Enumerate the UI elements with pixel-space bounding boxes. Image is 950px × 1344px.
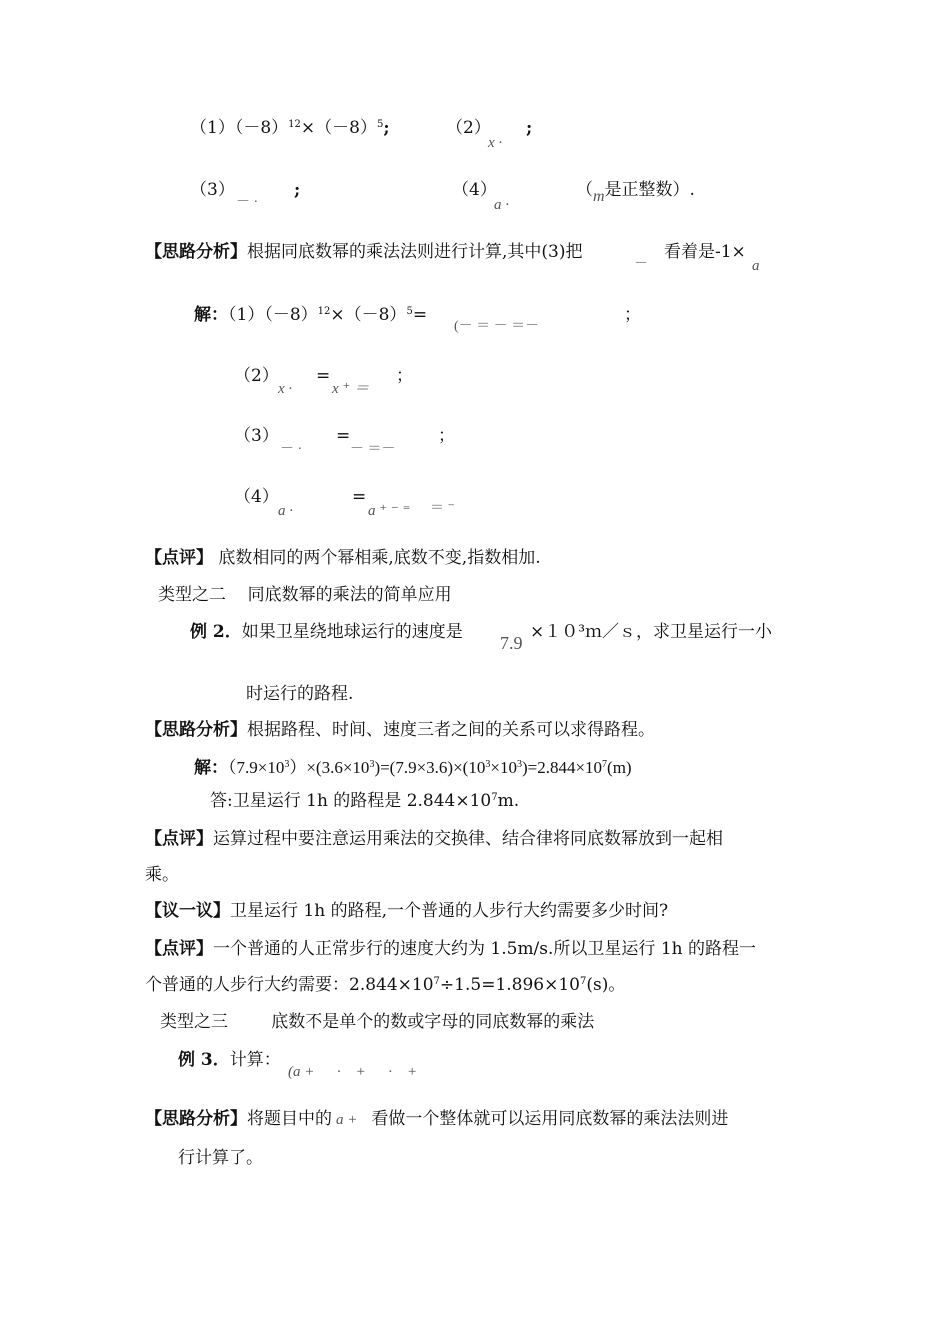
solution1-line3-eq: =	[336, 426, 351, 446]
ex3-line: 例 3．计算：	[178, 1050, 281, 1070]
solution1-line2-math-a: x ·	[278, 381, 293, 397]
comment2-line2: 乘。	[145, 865, 179, 885]
solution1-line2-end: ；	[396, 366, 413, 386]
ex3-math: (a + · + · +	[288, 1064, 418, 1080]
solution1-line4-label: （4）	[234, 487, 279, 507]
solution1-line4-math-c: ＝ ⁻	[430, 501, 455, 516]
analysis1-a: a	[752, 258, 760, 274]
solution1-line1-math: (－ ＝ － ＝－	[454, 319, 540, 334]
ex1-q3-label: （3）	[190, 180, 235, 200]
analysis2: 【思路分析】根据路程、时间、速度三者之间的关系可以求得路程。	[145, 720, 655, 740]
ex1-q3-math: － ·	[236, 195, 259, 210]
ex1-q4-label: （4）	[452, 180, 497, 200]
solution2-line1: 解：$(7.9\times 10^3)\times(3.6\times 10^3)=(7.9\times 3.6)\times(10^3\times 10^3)=2.844\times 10^7(m)$	[194, 758, 632, 777]
comment1: 【点评】 底数相同的两个幂相乘,底数不变,指数相加.	[145, 548, 541, 568]
ex1-q2-math: x ·	[488, 135, 503, 151]
solution1-line3-label: （3）	[234, 426, 279, 446]
solution1-line3-math-a: － ·	[280, 442, 303, 457]
ex2-line2: 时运行的路程.	[246, 684, 354, 704]
solution1-line2-label: （2）	[234, 366, 279, 386]
analysis3-line2: 行计算了。	[178, 1148, 263, 1168]
solution1-line4-math-b: a ⁺ ⁻ ⁼	[368, 503, 411, 519]
solution1-line1: 解：$(1)(-8)^{12}\times(-8)^5=$	[194, 305, 428, 325]
type2-heading: 类型之二 同底数幂的乘法的简单应用	[158, 585, 452, 605]
ex2-unit: ×１０³ｍ／ｓ，求卫星运行一小	[530, 622, 773, 642]
solution1-line3-end: ；	[438, 426, 455, 446]
analysis1-text2: 看着是-1×	[664, 242, 746, 262]
analysis1-minus: －	[634, 257, 648, 272]
ex1-q3-end: ;	[294, 180, 301, 200]
solution2-answer: 答:卫星运行 1h 的路程是 $2.844\times 10^7m$.	[210, 791, 520, 811]
ex2-speed: 7.9	[500, 633, 523, 653]
ex1-q4-note: （m是正整数）.	[576, 180, 695, 205]
ex2-line1: 例 2．如果卫星绕地球运行的速度是	[190, 622, 463, 642]
comment2-line1: 【点评】运算过程中要注意运用乘法的交换律、结合律将同底数幂放到一起相	[145, 829, 723, 849]
solution1-line4-math-a: a ·	[278, 503, 293, 519]
solution1-line1-end: ；	[624, 305, 641, 325]
solution1-line3-math-b: － ＝－	[350, 442, 396, 457]
analysis1: 【思路分析】根据同底数幂的乘法法则进行计算,其中(3)把	[145, 242, 583, 262]
ex1-q4-math: a ·	[494, 197, 509, 213]
discuss: 【议一议】卫星运行 1h 的路程,一个普通的人步行大约需要多少时间?	[145, 901, 669, 921]
comment3-line2: 个普通的人步行大约需要：$2.844\times 10^7\div 1.5=1.896\times 10^7(s)$。	[145, 975, 626, 995]
solution1-line2-math-b: x ⁺ ＝	[332, 381, 370, 397]
solution1-line4-eq: =	[352, 487, 367, 507]
ex1-q2-end: ;	[526, 118, 533, 138]
type3-heading: 类型之三 底数不是单个的数或字母的同底数幂的乘法	[160, 1012, 595, 1032]
solution1-line2-eq: =	[316, 366, 331, 386]
comment3-line1: 【点评】一个普通的人正常步行的速度大约为 1.5m/s.所以卫星运行 1h 的路程一	[145, 939, 756, 959]
ex1-q2-label: （2）	[446, 118, 491, 138]
ex1-q1: $(1)(-8)^{12}\times(-8)^5$;	[190, 118, 390, 138]
analysis3-line1: 【思路分析】将题目中的 a + 看做一个整体就可以运用同底数幂的乘法法则进	[145, 1109, 729, 1129]
